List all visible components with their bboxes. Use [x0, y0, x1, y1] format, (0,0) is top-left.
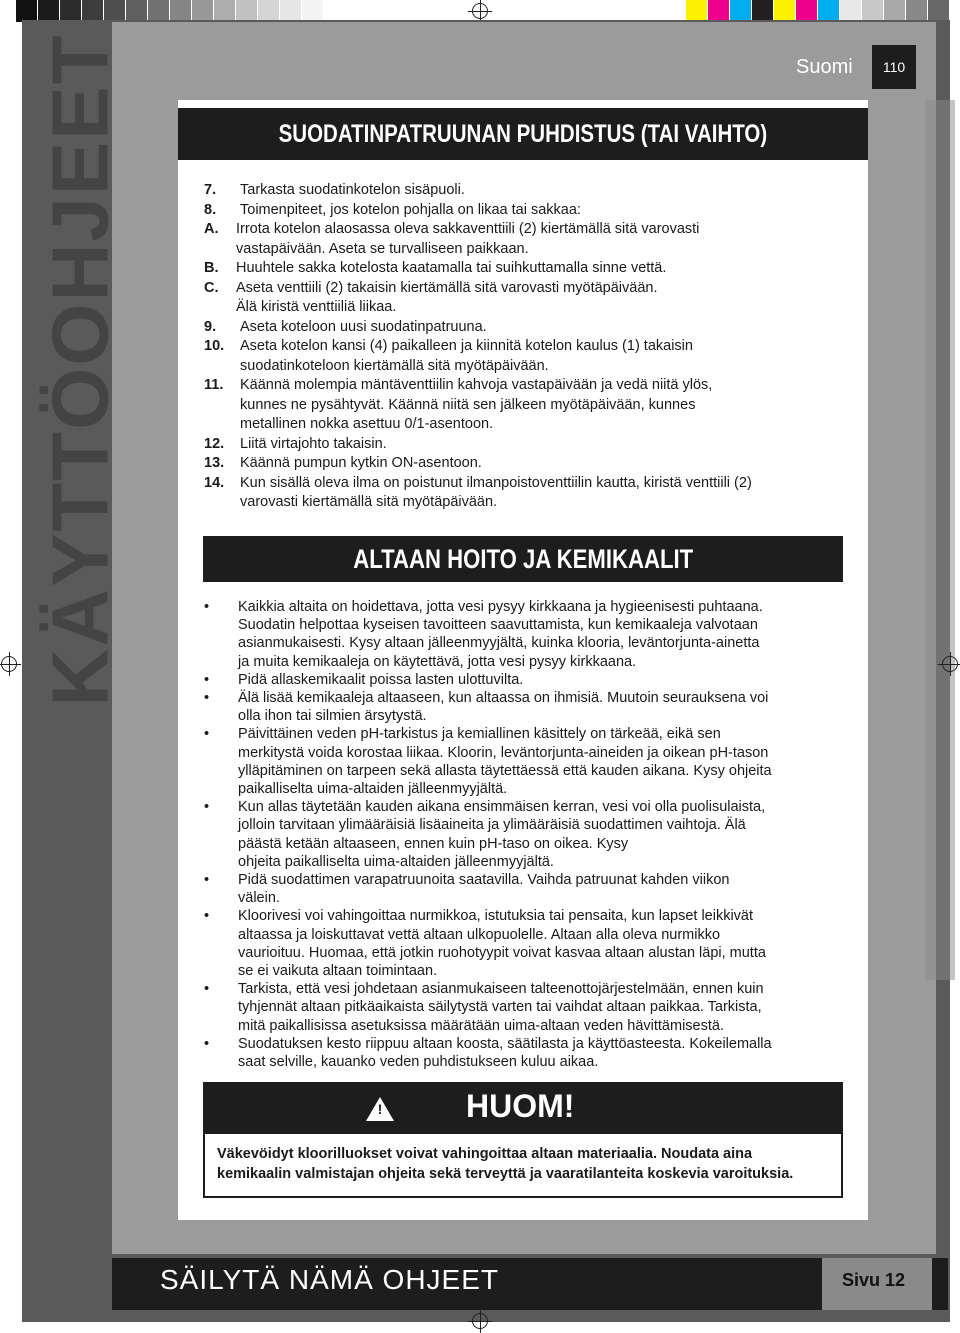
step-text: Älä kiristä venttiiliä liikaa. — [236, 299, 397, 315]
color-swatch — [840, 0, 862, 22]
bullet-item — [204, 725, 849, 798]
gray-swatch — [258, 0, 280, 22]
step-item — [204, 474, 844, 513]
bullet-text: ja muita kemikaaleja on käytettävä, jotta vesi pysyy kirkkaana. — [238, 653, 637, 670]
color-swatch — [818, 0, 840, 22]
bullet-text: • Tarkista, että vesi johdetaan asianmukaiseen talteenottojärjestelmään, ennen kuin — [238, 981, 764, 998]
footer-page-label: Sivu 12 — [842, 1270, 906, 1290]
bullet-text: • Pidä allaskemikaalit poissa lasten ulottuvilta. — [238, 671, 524, 688]
bullet-text: merkitystä voida korostaa liikaa. Kloorin, leväntorjunta-aineiden ja oikean pH-tason — [238, 744, 769, 761]
bullet-text: • Älä lisää kemikaaleja altaaseen, kun altaassa on ihmisiä. Muutoin seurauksena voi — [238, 690, 769, 707]
bullet-text: • Kaikkia altaita on hoidettava, jotta vesi pysyy kirkkaana ja hygieenisesti puhtaana. — [238, 599, 763, 615]
bullet-text: välein. — [238, 890, 280, 907]
gray-swatch — [82, 0, 104, 22]
section-title-filter: SUODATINPATRUUNAN PUHDISTUS (TAI VAIHTO) — [178, 108, 868, 160]
step-text: Kun sisällä oleva ilma on poistunut ilmanpoistoventtiilin kautta, kiristä venttiili (2) — [240, 474, 752, 491]
gray-swatch — [148, 0, 170, 22]
step-item — [204, 337, 844, 376]
step-text: Huuhtele sakka kotelosta kaatamalla tai suihkuttamalla sinne vettä. — [236, 260, 667, 276]
step-number: B. — [204, 260, 219, 276]
gray-swatch — [16, 0, 38, 22]
color-swatch — [774, 0, 796, 22]
gray-swatch — [38, 0, 60, 22]
step-text: Aseta venttiili (2) takaisin kiertämällä sitä varovasti myötäpäivään. — [236, 279, 658, 296]
bullet-item — [204, 1035, 849, 1071]
sub-step-item — [204, 220, 844, 259]
bullet-text: olla ihon tai silmien ärsytystä. — [238, 708, 427, 725]
bullet-text: • Pidä suodattimen varapatruunoita saatavilla. Vaihda patruunat kahden viikon — [238, 872, 730, 889]
bullet-text: • Suodatuksen kesto riippuu altaan koosta, säätilasta ja käyttöasteesta. Kokeilemalla — [238, 1035, 772, 1052]
step-item — [204, 376, 844, 435]
bullet-item — [204, 980, 849, 1035]
registration-bar-right — [686, 0, 950, 22]
bullet-text: tyhjennät altaan pitkäaikaista säilytystä varten tai vaihdat altaan paikkaa. Tarkista, — [238, 999, 762, 1016]
bullet-text: • Päivittäinen veden pH-tarkistus ja kemiallinen käsittely on tärkeää, eikä sen — [238, 726, 721, 743]
bullet-text: saat selville, kauanko veden puhdistukseen kuluu aikaa. — [238, 1054, 599, 1071]
gray-swatch — [192, 0, 214, 22]
step-text: Tarkasta suodatinkotelon sisäpuoli. — [240, 182, 465, 198]
section-title-care: ALTAAN HOITO JA KEMIKAALIT — [203, 536, 843, 582]
bullet-text: ylläpitäminen on tarpeen sekä allasta täytettäessä että kauden aikana. Kysy ohjeita — [238, 762, 772, 779]
color-swatch — [686, 0, 708, 22]
color-swatch — [752, 0, 774, 22]
registration-mark-left-icon — [1, 656, 17, 672]
bullet-text: • Kun allas täytetään kauden aikana ensimmäisen kerran, vesi voi olla puolisulaista, — [238, 799, 766, 816]
step-item — [204, 454, 844, 474]
step-number: 11. — [204, 377, 224, 393]
step-item — [204, 181, 844, 201]
step-text: metallinen nokka asettuu 0/1-asentoon. — [240, 416, 494, 432]
step-text: kunnes ne pysähtyvät. Käännä niitä sen jälkeen myötäpäivään, kunnes — [240, 396, 696, 413]
sidebar-title: KÄYTTÖOHJEET — [35, 33, 125, 707]
bullet-item — [204, 798, 849, 871]
step-number: 7. — [204, 182, 217, 198]
cleaning-steps-list — [204, 181, 844, 513]
bullet-text: asianmukaisesti. Kysy altaan jälleenmyyjältä, kuinka klooria, leväntorjunta-ainetta — [238, 635, 760, 652]
step-number: 13. — [204, 455, 225, 471]
color-swatch — [906, 0, 928, 22]
registration-bar-left — [16, 0, 324, 22]
bullet-item — [204, 871, 849, 907]
step-text: Aseta kotelon kansi (4) paikalleen ja kiinnitä kotelon kaulus (1) takaisin — [240, 338, 693, 354]
step-text: vastapäivään. Aseta se turvalliseen paikkaan. — [236, 240, 529, 257]
step-text: Käännä molempia mäntäventtiilin kahvoja vastapäivään ja vedä niitä ylös, — [240, 377, 713, 393]
color-swatch — [796, 0, 818, 22]
step-number: 12. — [204, 435, 225, 452]
warning-text-box — [203, 1132, 843, 1198]
gray-swatch — [170, 0, 192, 22]
gray-swatch — [214, 0, 236, 22]
bullet-text: vaurioituu. Huomaa, että jotkin ruohotyypit voivat kasvaa altaan alustan läpi, mutta — [238, 944, 766, 961]
bullet-item — [204, 907, 849, 980]
step-text: Käännä pumpun kytkin ON-asentoon. — [240, 455, 482, 471]
step-item — [204, 201, 844, 221]
bullet-text: • Kloorivesi voi vahingoittaa nurmikkoa, istutuksia tai pensaita, kun lapset leikkivät — [238, 908, 754, 925]
gray-swatch — [126, 0, 148, 22]
registration-mark-bottom-icon — [472, 1313, 488, 1329]
step-text: varovasti kiertämällä sitä myötäpäivään. — [240, 494, 498, 510]
color-swatch — [708, 0, 730, 22]
bullet-item — [204, 671, 849, 689]
page-number-badge: 110 — [872, 45, 916, 89]
step-item — [204, 318, 844, 338]
sub-step-item — [204, 279, 844, 318]
step-text: Irrota kotelon alaosassa oleva sakkaventtiili (2) kiertämällä sitä varovasti — [236, 221, 700, 237]
step-text: suodatinkoteloon kiertämällä sitä myötäpäivään. — [240, 357, 549, 374]
gray-swatch — [302, 0, 324, 22]
gray-swatch — [60, 0, 82, 22]
bullet-text: Suodatin helpottaa kyseisen tavoitteen saavuttamista, kun kemikaaleja valvotaan — [238, 617, 758, 634]
step-number: 9. — [204, 318, 217, 335]
warning-text-line: kemikaalin valmistajan ohjeita sekä terveyttä ja vaaratilanteita koskevia varoituksia. — [217, 1166, 794, 1182]
bullet-text: mitä paikallisissa asetuksissa määrätään uima-altaan veden hävittämisestä. — [238, 1017, 724, 1034]
gray-swatch — [104, 0, 126, 22]
step-text: Aseta koteloon uusi suodatinpatruuna. — [240, 318, 487, 335]
warning-exclamation: ! — [377, 1101, 383, 1117]
sub-step-item — [204, 259, 844, 279]
step-number: 14. — [204, 474, 225, 491]
care-bullet-list — [204, 598, 849, 1071]
color-swatch — [862, 0, 884, 22]
step-text: Toimenpiteet, jos kotelon pohjalla on likaa tai sakkaa: — [240, 201, 581, 218]
step-number: 8. — [204, 201, 217, 218]
bullet-text: altaassa ja loiskuttavat vettä altaan ulkopuolelle. Altaan alla oleva nurmikko — [238, 926, 721, 943]
bullet-text: päästä ketään altaaseen, ennen kuin pH-taso on oikea. Kysy — [238, 835, 629, 852]
bullet-text: ohjeita paikalliselta uima-altaiden jälleenmyyjältä. — [238, 853, 554, 870]
footer-title: SÄILYTÄ NÄMÄ OHJEET — [160, 1264, 499, 1295]
bullet-item — [204, 689, 849, 725]
bullet-item — [204, 598, 849, 671]
bullet-text: jolloin tarvitaan ylimääräisiä lisäaineita ja ylimääräisiä suodattimen vaihtoja. Älä — [238, 817, 746, 834]
warning-text-line: Väkevöidyt kloorilluokset voivat vahingoittaa altaan materiaalia. Noudata aina — [217, 1146, 753, 1162]
step-number: C. — [204, 279, 219, 296]
ghost-sidebar-right — [925, 100, 955, 980]
gray-swatch — [280, 0, 302, 22]
bullet-text: paikalliselta uima-altaiden jälleenmyyjältä. — [238, 781, 508, 798]
registration-mark-icon — [472, 3, 488, 19]
gray-swatch — [236, 0, 258, 22]
step-item — [204, 435, 844, 455]
bullet-text: se ei vaikuta altaan toimintaan. — [238, 963, 438, 980]
color-swatch — [884, 0, 906, 22]
step-number: 10. — [204, 338, 225, 354]
color-swatch — [928, 0, 950, 22]
registration-mark-right-icon — [942, 656, 958, 672]
color-swatch — [730, 0, 752, 22]
warning-title: HUOM! — [466, 1088, 575, 1124]
step-number: A. — [204, 221, 219, 237]
step-text: Liitä virtajohto takaisin. — [240, 435, 387, 452]
language-label: Suomi — [796, 56, 853, 78]
